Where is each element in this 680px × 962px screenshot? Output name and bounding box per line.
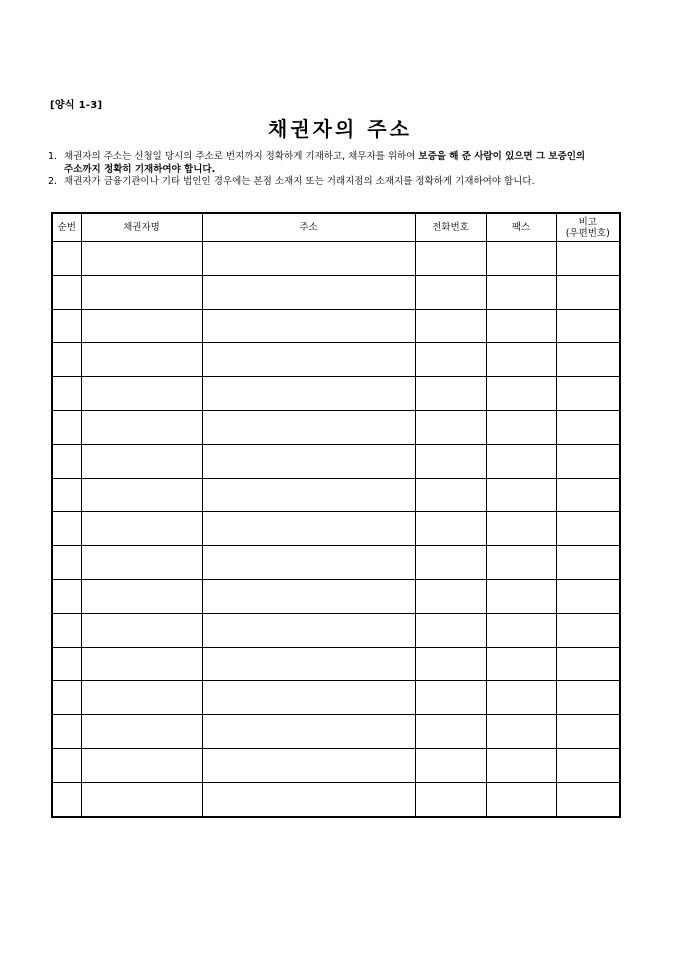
table-row	[52, 748, 620, 782]
fax-cell	[486, 782, 556, 816]
creditor-name-cell	[81, 681, 202, 715]
seq-cell	[52, 512, 81, 546]
seq-cell	[52, 377, 81, 411]
address-cell	[202, 512, 415, 546]
remark-cell	[556, 410, 620, 444]
seq-cell	[52, 309, 81, 343]
header-remark-line1: 비고	[578, 216, 597, 228]
header-creditor-name: 채권자명	[81, 213, 202, 242]
fax-cell	[486, 647, 556, 681]
fax-cell	[486, 613, 556, 647]
creditor-name-cell	[81, 309, 202, 343]
phone-cell	[415, 512, 486, 546]
remark-cell	[556, 681, 620, 715]
table-row	[52, 377, 620, 411]
seq-cell	[52, 242, 81, 276]
remark-cell	[556, 782, 620, 816]
phone-cell	[415, 681, 486, 715]
creditor-name-cell	[81, 782, 202, 816]
seq-cell	[52, 613, 81, 647]
page-title: 채권자의 주소	[268, 117, 412, 141]
table-row	[52, 681, 620, 715]
creditor-name-cell	[81, 275, 202, 309]
table-row	[52, 715, 620, 749]
fax-cell	[486, 681, 556, 715]
note-number: 2.	[48, 176, 58, 187]
creditor-name-cell	[81, 410, 202, 444]
table-body	[52, 242, 620, 817]
table-row	[52, 275, 620, 309]
fax-cell	[486, 343, 556, 377]
fax-cell	[486, 478, 556, 512]
seq-cell	[52, 343, 81, 377]
phone-cell	[415, 444, 486, 478]
address-cell	[202, 444, 415, 478]
fax-cell	[486, 444, 556, 478]
table-row	[52, 444, 620, 478]
address-cell	[202, 343, 415, 377]
phone-cell	[415, 242, 486, 276]
seq-cell	[52, 579, 81, 613]
table-row	[52, 242, 620, 276]
table-row	[52, 512, 620, 546]
phone-cell	[415, 410, 486, 444]
remark-cell	[556, 343, 620, 377]
phone-cell	[415, 715, 486, 749]
address-cell	[202, 410, 415, 444]
instructions	[48, 151, 616, 189]
header-remark	[556, 213, 620, 242]
seq-cell	[52, 444, 81, 478]
seq-cell	[52, 478, 81, 512]
seq-cell	[52, 715, 81, 749]
fax-cell	[486, 377, 556, 411]
creditor-name-cell	[81, 748, 202, 782]
phone-cell	[415, 478, 486, 512]
note-text: 채권자의 주소는 신청일 당시의 주소로 번지까지 정확하게 기재하고, 채무자를 위하여	[64, 151, 419, 162]
seq-cell	[52, 647, 81, 681]
phone-cell	[415, 748, 486, 782]
fax-cell	[486, 512, 556, 546]
address-cell	[202, 275, 415, 309]
creditor-name-cell	[81, 343, 202, 377]
fax-cell	[486, 715, 556, 749]
creditor-name-cell	[81, 546, 202, 580]
seq-cell	[52, 410, 81, 444]
fax-cell	[486, 242, 556, 276]
table-row	[52, 579, 620, 613]
remark-cell	[556, 715, 620, 749]
phone-cell	[415, 309, 486, 343]
table-row	[52, 410, 620, 444]
remark-cell	[556, 647, 620, 681]
address-cell	[202, 242, 415, 276]
creditor-name-cell	[81, 715, 202, 749]
note-text: 채권자가 금융기관이나 기타 법인인 경우에는 본점 소재지 또는 거래지점의 소재지를 정확하게 기재하여야 합니다.	[64, 176, 535, 187]
address-cell	[202, 613, 415, 647]
note-bold-text: 보증을 해 준 사람이 있으면 그 보증인의 주소까지 정확히 기재하여야 합니다.	[64, 151, 586, 175]
phone-cell	[415, 579, 486, 613]
seq-cell	[52, 275, 81, 309]
note-2	[48, 176, 616, 189]
form-code: [양식 1-3]	[50, 100, 103, 111]
creditor-address-table	[51, 212, 621, 818]
remark-cell	[556, 579, 620, 613]
address-cell	[202, 546, 415, 580]
phone-cell	[415, 613, 486, 647]
creditor-name-cell	[81, 444, 202, 478]
header-seq: 순번	[52, 213, 81, 242]
fax-cell	[486, 546, 556, 580]
remark-cell	[556, 748, 620, 782]
remark-cell	[556, 309, 620, 343]
note-number: 1.	[48, 151, 58, 162]
seq-cell	[52, 546, 81, 580]
table-row	[52, 343, 620, 377]
remark-cell	[556, 377, 620, 411]
fax-cell	[486, 579, 556, 613]
address-cell	[202, 782, 415, 816]
table-header-row	[52, 213, 620, 242]
address-cell	[202, 748, 415, 782]
creditor-name-cell	[81, 579, 202, 613]
remark-cell	[556, 444, 620, 478]
table-row	[52, 647, 620, 681]
table-row	[52, 309, 620, 343]
seq-cell	[52, 782, 81, 816]
phone-cell	[415, 647, 486, 681]
seq-cell	[52, 681, 81, 715]
fax-cell	[486, 748, 556, 782]
remark-cell	[556, 242, 620, 276]
phone-cell	[415, 782, 486, 816]
phone-cell	[415, 377, 486, 411]
fax-cell	[486, 309, 556, 343]
remark-cell	[556, 478, 620, 512]
creditor-name-cell	[81, 512, 202, 546]
creditor-name-cell	[81, 478, 202, 512]
remark-cell	[556, 613, 620, 647]
remark-cell	[556, 546, 620, 580]
creditor-name-cell	[81, 613, 202, 647]
creditor-name-cell	[81, 647, 202, 681]
header-fax: 팩스	[486, 213, 556, 242]
phone-cell	[415, 275, 486, 309]
note-1	[48, 151, 616, 176]
seq-cell	[52, 748, 81, 782]
address-cell	[202, 309, 415, 343]
table-row	[52, 782, 620, 816]
address-cell	[202, 715, 415, 749]
header-address: 주소	[202, 213, 415, 242]
phone-cell	[415, 343, 486, 377]
header-phone: 전화번호	[415, 213, 486, 242]
creditor-name-cell	[81, 377, 202, 411]
header-remark-line2: (우편번호)	[565, 227, 610, 239]
table-row	[52, 613, 620, 647]
fax-cell	[486, 410, 556, 444]
remark-cell	[556, 275, 620, 309]
remark-cell	[556, 512, 620, 546]
address-cell	[202, 681, 415, 715]
address-cell	[202, 647, 415, 681]
phone-cell	[415, 546, 486, 580]
creditor-name-cell	[81, 242, 202, 276]
table-row	[52, 478, 620, 512]
address-cell	[202, 579, 415, 613]
address-cell	[202, 377, 415, 411]
address-cell	[202, 478, 415, 512]
fax-cell	[486, 275, 556, 309]
table-row	[52, 546, 620, 580]
